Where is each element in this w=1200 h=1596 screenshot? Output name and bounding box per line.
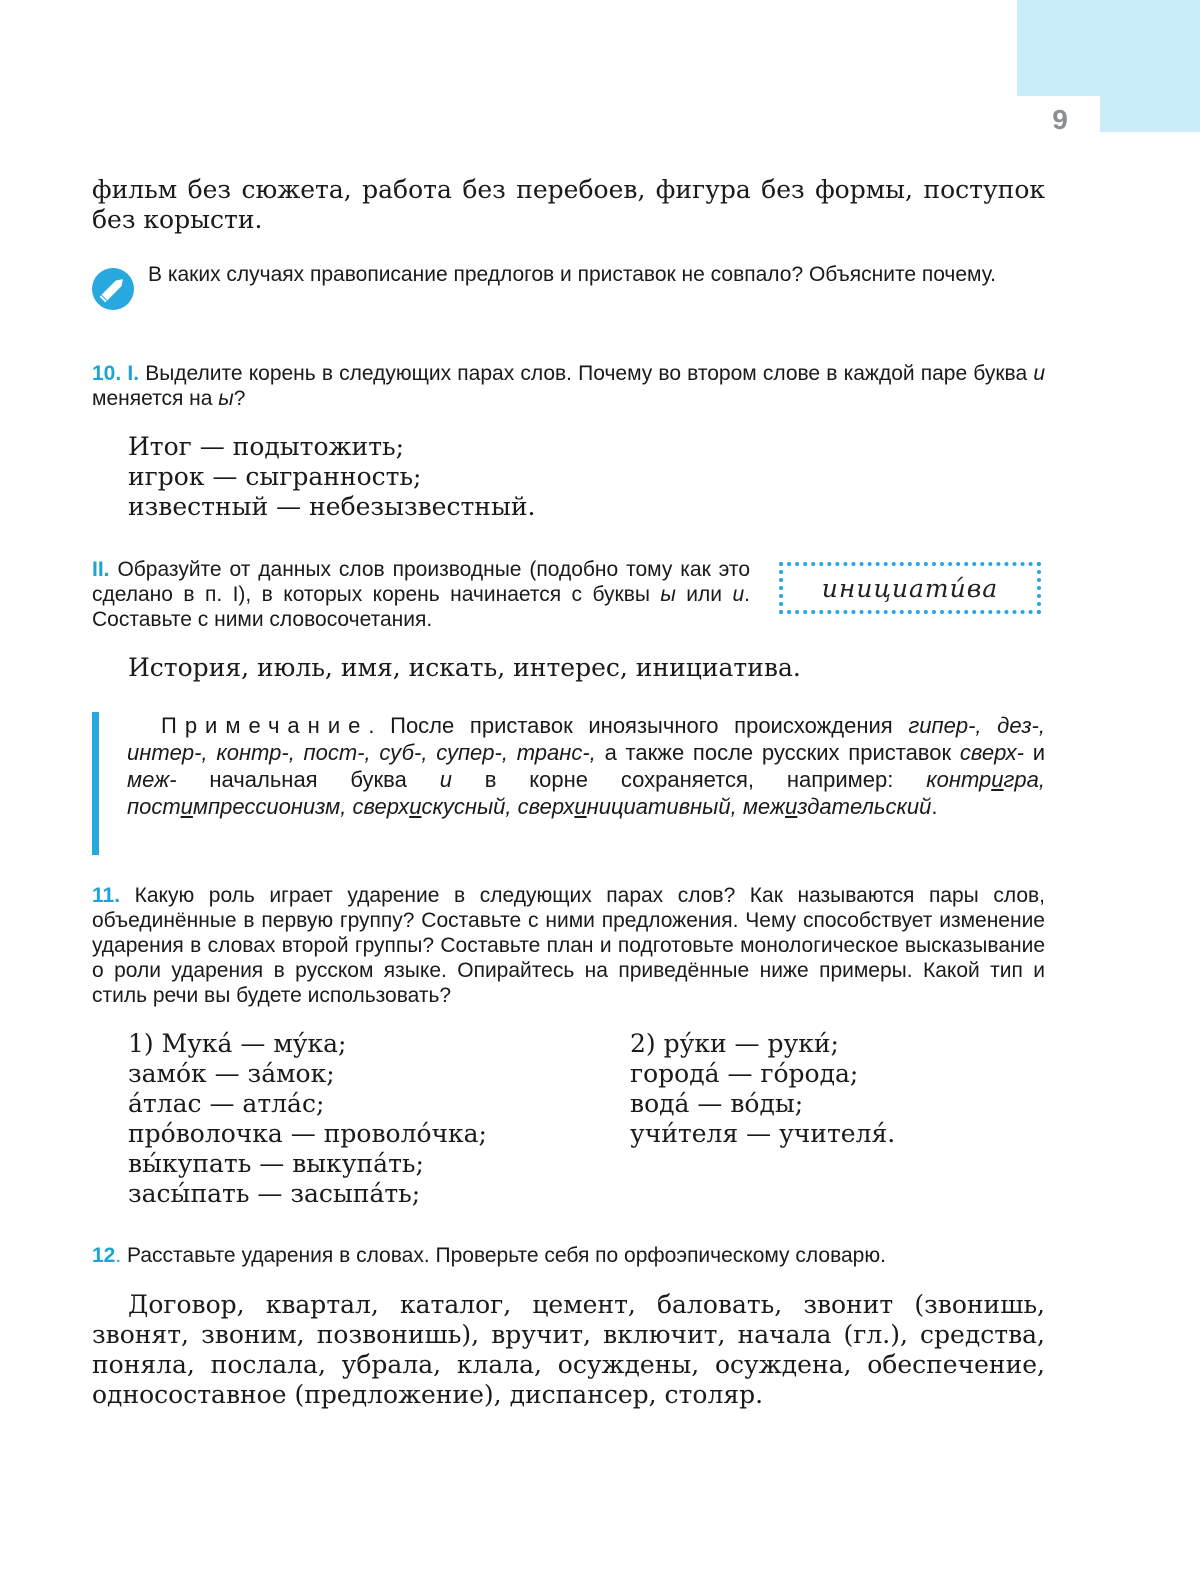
part2-letter-y: ы (660, 583, 676, 606)
note-prefix-sverkh: сверх- (959, 740, 1024, 765)
note-end: . (931, 794, 938, 819)
note-example-3: сверхискусный, (352, 794, 512, 819)
note-and: и (1032, 740, 1045, 765)
ex10-part2-text: Образуйте от данных слов производные (подобно тому как это сделано в п. I), в которых корень начинается с буквы (92, 558, 750, 606)
note-example-5: межиздательский (742, 794, 932, 819)
group1-item: 1) Мука́ — му́ка; (128, 1029, 347, 1058)
group1-item: замо́к — за́мок; (128, 1059, 335, 1088)
ex11-number: 11. (92, 884, 121, 907)
ex12-number: 12 (92, 1244, 116, 1267)
corner-tab-step (1100, 96, 1200, 132)
question-text: В каких случаях правописание предлогов и приставок не совпало? Объясните почему. (148, 263, 996, 286)
note-example-1: контригра, (926, 767, 1045, 792)
ex11-group1 (128, 1029, 487, 1209)
ex12-task (92, 1243, 1045, 1268)
note-letter: и (439, 767, 452, 792)
ex10-task1 (92, 361, 1045, 411)
ex10-part1-text-b: меняется на (92, 387, 213, 410)
pair-3: известный — небезызвестный. (128, 492, 536, 521)
group1-item: вы́купать — выкупа́ть; (128, 1149, 424, 1178)
letter-i: и (1033, 362, 1045, 385)
corner-tab (1017, 0, 1200, 96)
ex10-part2-text-b: . Составьте с ними словосочетания. (92, 583, 750, 631)
note-text-d: в корне сохраняется, например: (484, 767, 894, 792)
ex10-words: История, июль, имя, искать, интерес, инициатива. (128, 653, 801, 682)
ex11-task (92, 883, 1045, 1008)
note-prefix-mezh: меж- (127, 767, 177, 792)
page-number: 9 (1052, 104, 1068, 135)
vocabulary-word-box: инициати́ва (779, 562, 1041, 614)
ex10-part1-label: I. (127, 362, 140, 385)
pair-2: игрок — сыгранность; (128, 462, 422, 491)
letter-y: ы (218, 387, 234, 410)
ex10-number: 10. (92, 362, 122, 385)
ex12-word-list: Договор, квартал, каталог, цемент, баловать, звонит (звонишь, звонят, звоним, позвонишь), вручит, включит, начала (гл.), средства, поняла, послала, убрала, клала, осуждены, осуждена, обеспечение, односоставное (предложение), диспансер, столяр. (92, 1290, 1045, 1409)
group1-item: про́волочка — проволо́чка; (128, 1119, 487, 1148)
ex11-text: Какую роль играет ударение в следующих парах слов? Как называются пары слов, объединённые в первую группу? Составьте с ними предложения. Чему способствует изменение ударения в словах второй группы? Составьте план и подготовьте монологическое высказывание о роли ударения в русском языке. Опирайтесь на приведённые ниже примеры. Какой тип и стиль речи вы будете использовать? (92, 884, 1045, 1007)
note-example-4: сверхинициативный, (517, 794, 737, 819)
note-prefixes: гипер-, дез-, интер-, контр-, пост-, суб-, супер-, транс-, (127, 713, 1045, 765)
intro-text: фильм без сюжета, работа без перебоев, фигура без формы, поступок без корысти. (92, 175, 1045, 234)
note-text-a: . После приставок иноязычного происхождения (368, 713, 893, 738)
ex10-pairs (128, 432, 535, 522)
ex10-part2-label: II. (92, 558, 110, 581)
note-text-c: начальная буква (209, 767, 407, 792)
group1-item: а́тлас — атла́с; (128, 1089, 325, 1118)
part2-letter-i: и (732, 583, 745, 606)
note-bar (92, 712, 99, 855)
note-title: Примечание (161, 713, 369, 738)
pencil-icon (92, 268, 134, 310)
ex12-dot: . (115, 1244, 122, 1267)
ex10-task2 (92, 557, 750, 632)
group2-item: вода́ — во́ды; (630, 1089, 804, 1118)
pair-1: Итог — подытожить; (128, 432, 405, 461)
group1-item: засы́пать — засыпа́ть; (128, 1179, 421, 1208)
ex12-text: Расставьте ударения в словах. Проверьте себя по орфоэпическому словарю. (127, 1244, 886, 1267)
note (127, 712, 1045, 820)
group2-item: города́ — го́рода; (630, 1059, 859, 1088)
ex10-part1-end: ? (233, 387, 246, 410)
part2-or: или (686, 583, 723, 606)
group2-item: учи́теля — учителя́. (630, 1119, 896, 1148)
note-example-2: постимпрессионизм, (127, 794, 347, 819)
ex11-group2 (630, 1029, 895, 1149)
note-text-b: а также после русских приставок (604, 740, 952, 765)
ex12-words (92, 1290, 1045, 1410)
group2-item: 2) ру́ки — руки́; (630, 1029, 839, 1058)
ex10-part1-text: Выделите корень в следующих парах слов. Почему во втором слове в каждой паре буква (145, 362, 1028, 385)
